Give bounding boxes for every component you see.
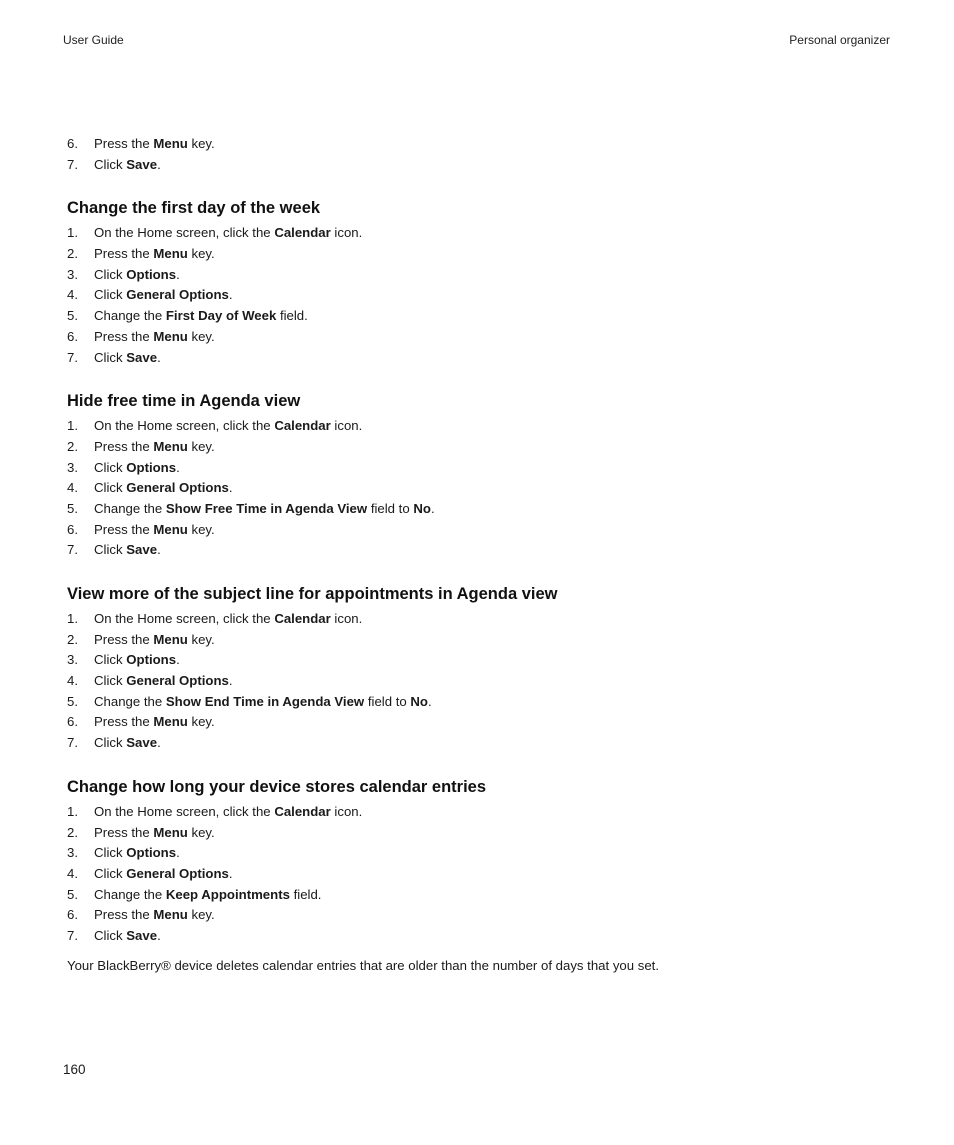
step-text [94,478,233,499]
step-text-plain: key. [187,907,215,923]
step-text-plain: field. [289,886,322,902]
step-item [67,864,897,885]
step-number: 1. [67,803,78,819]
step-item [67,905,897,926]
ui-element-name: Options [126,652,177,668]
step-text-plain: Press the [94,824,154,840]
step-text-plain: Change the [94,308,166,324]
step-text-plain: Click [94,480,127,496]
step-text [94,609,362,630]
step-text-plain: On the Home screen, click the [94,803,275,819]
section-heading: View more of the subject line for appointments in Agenda view [67,585,558,603]
step-item [67,540,897,561]
ui-element-name: Menu [153,438,188,454]
ui-element-name: Save [126,349,158,365]
step-text-plain: Click [94,865,127,881]
step-text [94,905,215,926]
step-text-plain: Click [94,735,127,751]
step-text-plain: . [228,287,233,303]
ui-element-name: Calendar [274,418,331,434]
step-item [67,712,897,733]
step-text-plain: field to [367,500,414,516]
step-item [67,155,897,176]
ui-element-name: Menu [153,631,188,647]
ui-element-name: Save [126,927,158,943]
step-item [67,671,897,692]
procedure-section [67,580,897,754]
ui-element-name: General Options [126,865,229,881]
step-text-plain: . [157,927,161,943]
step-item [67,843,897,864]
step-item [67,416,897,437]
step-text [94,630,215,651]
page-number: 160 [63,1062,86,1077]
ui-value-name: No [413,500,431,516]
ui-element-name: General Options [126,673,229,689]
running-header-right: Personal organizer [789,33,890,47]
step-number: 7. [67,542,78,558]
step-text [94,285,233,306]
procedure-section [67,387,897,561]
step-text-plain: Press the [94,714,154,730]
step-text-plain: Press the [94,136,154,151]
step-item [67,499,897,520]
section-heading: Change the first day of the week [67,199,321,218]
ui-element-name: Options [126,459,177,475]
step-item [67,692,897,713]
step-number: 1. [67,611,78,626]
step-text-plain: field to [364,693,411,709]
step-text-plain: On the Home screen, click the [94,418,275,434]
step-text-plain: key. [187,824,215,840]
step-text [94,926,161,947]
step-item [67,885,897,906]
ui-element-name: First Day of Week [165,308,277,324]
step-text [94,540,161,561]
step-item [67,823,897,844]
step-text-plain: Click [94,156,127,172]
step-number: 7. [67,349,78,365]
step-text-plain: . [176,459,180,475]
step-text-plain: icon. [330,418,363,434]
step-number: 1. [67,225,78,241]
step-text [94,885,321,906]
step-item [67,134,897,155]
step-text [94,843,180,864]
step-text-plain: Change the [94,886,166,902]
step-text-plain: On the Home screen, click the [94,611,275,626]
ui-element-name: Calendar [274,225,331,241]
step-text-plain: Click [94,673,127,689]
ui-element-name: Calendar [274,803,331,819]
step-text [94,155,161,176]
step-item [67,458,897,479]
step-text [94,416,362,437]
ui-element-name: Save [126,542,158,558]
ui-element-name: Menu [153,824,188,840]
step-item [67,223,897,244]
step-text-plain: . [228,865,233,881]
step-text-plain: Press the [94,246,154,262]
step-text-plain: Click [94,542,127,558]
step-number: 4. [67,480,78,496]
step-text [94,671,233,692]
step-text-plain: Click [94,652,127,668]
step-text [94,244,215,265]
step-text-plain: . [176,266,180,282]
step-text-plain: key. [187,631,215,647]
ui-value-name: No [410,693,428,709]
step-text-plain: . [430,500,435,516]
step-number: 7. [67,927,78,943]
step-text-plain: key. [187,328,215,344]
procedure-section [67,773,897,976]
step-item [67,609,897,630]
ui-element-name: General Options [126,480,229,496]
step-number: 2. [67,246,78,262]
step-list [67,609,897,754]
step-item [67,926,897,947]
step-text-plain: Press the [94,438,154,454]
step-text-plain: Press the [94,521,154,537]
step-text [94,823,215,844]
step-text [94,864,233,885]
step-text-plain: Press the [94,328,154,344]
step-text-plain: Press the [94,907,154,923]
section-note: Your BlackBerry® device deletes calendar entries that are older than the number of days that you set. [67,957,660,973]
ui-element-name: Keep Appointments [165,886,290,902]
step-text-plain: . [157,735,161,751]
step-number: 6. [67,328,78,344]
step-item [67,733,897,754]
ui-element-name: Menu [153,714,188,730]
step-number: 2. [67,631,78,647]
step-number: 5. [67,886,78,902]
step-item [67,520,897,541]
step-text-plain: key. [187,438,215,454]
ui-element-name: Menu [153,328,188,344]
step-item [67,285,897,306]
step-text-plain: . [427,693,432,709]
step-list [67,223,897,368]
step-number: 6. [67,907,78,923]
step-text [94,223,362,244]
step-text-plain: key. [187,714,215,730]
step-number: 4. [67,673,78,689]
procedure-section [67,194,897,368]
step-text-plain: . [157,542,161,558]
ui-element-name: Save [126,156,158,172]
step-item [67,348,897,369]
step-number: 5. [67,693,78,709]
section-heading: Hide free time in Agenda view [67,392,301,411]
step-text [94,712,215,733]
ui-element-name: Save [126,735,158,751]
step-number: 3. [67,459,78,475]
step-text [94,348,161,369]
step-text-plain: Press the [94,631,154,647]
step-text-plain: Click [94,349,127,365]
step-text-plain: On the Home screen, click the [94,225,275,241]
step-number: 5. [67,500,78,516]
step-text [94,437,215,458]
step-text [94,499,435,520]
step-text [94,733,161,754]
step-number: 1. [67,418,78,434]
step-text-plain: Click [94,927,127,943]
step-text-plain: field. [276,308,308,324]
step-text-plain: Click [94,287,127,303]
step-item [67,265,897,286]
step-item [67,244,897,265]
ui-element-name: Options [126,845,177,861]
page-body [67,134,897,976]
step-text [94,265,180,286]
step-list [67,802,897,947]
step-text [94,306,308,327]
step-number: 4. [67,287,78,303]
step-text [94,134,215,155]
ui-element-name: Menu [153,136,188,151]
step-number: 3. [67,652,78,668]
step-item [67,650,897,671]
step-number: 7. [67,735,78,751]
step-item [67,478,897,499]
step-text-plain: Change the [94,693,166,709]
ui-element-name: Calendar [274,611,331,626]
step-text-plain: icon. [330,611,363,626]
step-text [94,650,180,671]
step-number: 6. [67,714,78,730]
ui-element-name: Menu [153,246,188,262]
step-text-plain: key. [187,521,215,537]
step-item [67,306,897,327]
section-heading: Change how long your device stores calendar entries [67,777,487,796]
step-number: 7. [67,156,78,172]
step-text-plain: key. [187,246,215,262]
step-text [94,327,215,348]
ui-element-name: General Options [126,287,229,303]
step-number: 6. [67,136,78,151]
step-text-plain: key. [187,136,215,151]
step-number: 3. [67,845,78,861]
running-header-left: User Guide [63,33,124,47]
step-number: 6. [67,521,78,537]
ui-element-name: Show End Time in Agenda View [165,693,365,709]
step-list [67,416,897,561]
step-text-plain: Click [94,459,127,475]
step-number: 2. [67,824,78,840]
step-number: 5. [67,308,78,324]
step-item [67,630,897,651]
step-text-plain: Change the [94,500,166,516]
intro-step-list [67,134,897,175]
step-number: 3. [67,266,78,282]
step-item [67,802,897,823]
step-text-plain: . [157,349,161,365]
step-text-plain: icon. [330,225,363,241]
ui-element-name: Options [126,266,177,282]
step-number: 2. [67,438,78,454]
step-text-plain: . [176,845,180,861]
step-item [67,437,897,458]
step-text-plain: . [228,480,233,496]
step-text-plain: . [157,156,161,172]
step-text [94,692,432,713]
ui-element-name: Menu [153,521,188,537]
ui-element-name: Show Free Time in Agenda View [165,500,368,516]
step-text-plain: . [176,652,180,668]
step-text-plain: . [228,673,233,689]
step-text [94,458,180,479]
ui-element-name: Menu [153,907,188,923]
step-text [94,802,362,823]
step-text-plain: Click [94,266,127,282]
step-number: 4. [67,865,78,881]
step-text-plain: icon. [330,803,363,819]
step-text-plain: Click [94,845,127,861]
step-item [67,327,897,348]
step-text [94,520,215,541]
